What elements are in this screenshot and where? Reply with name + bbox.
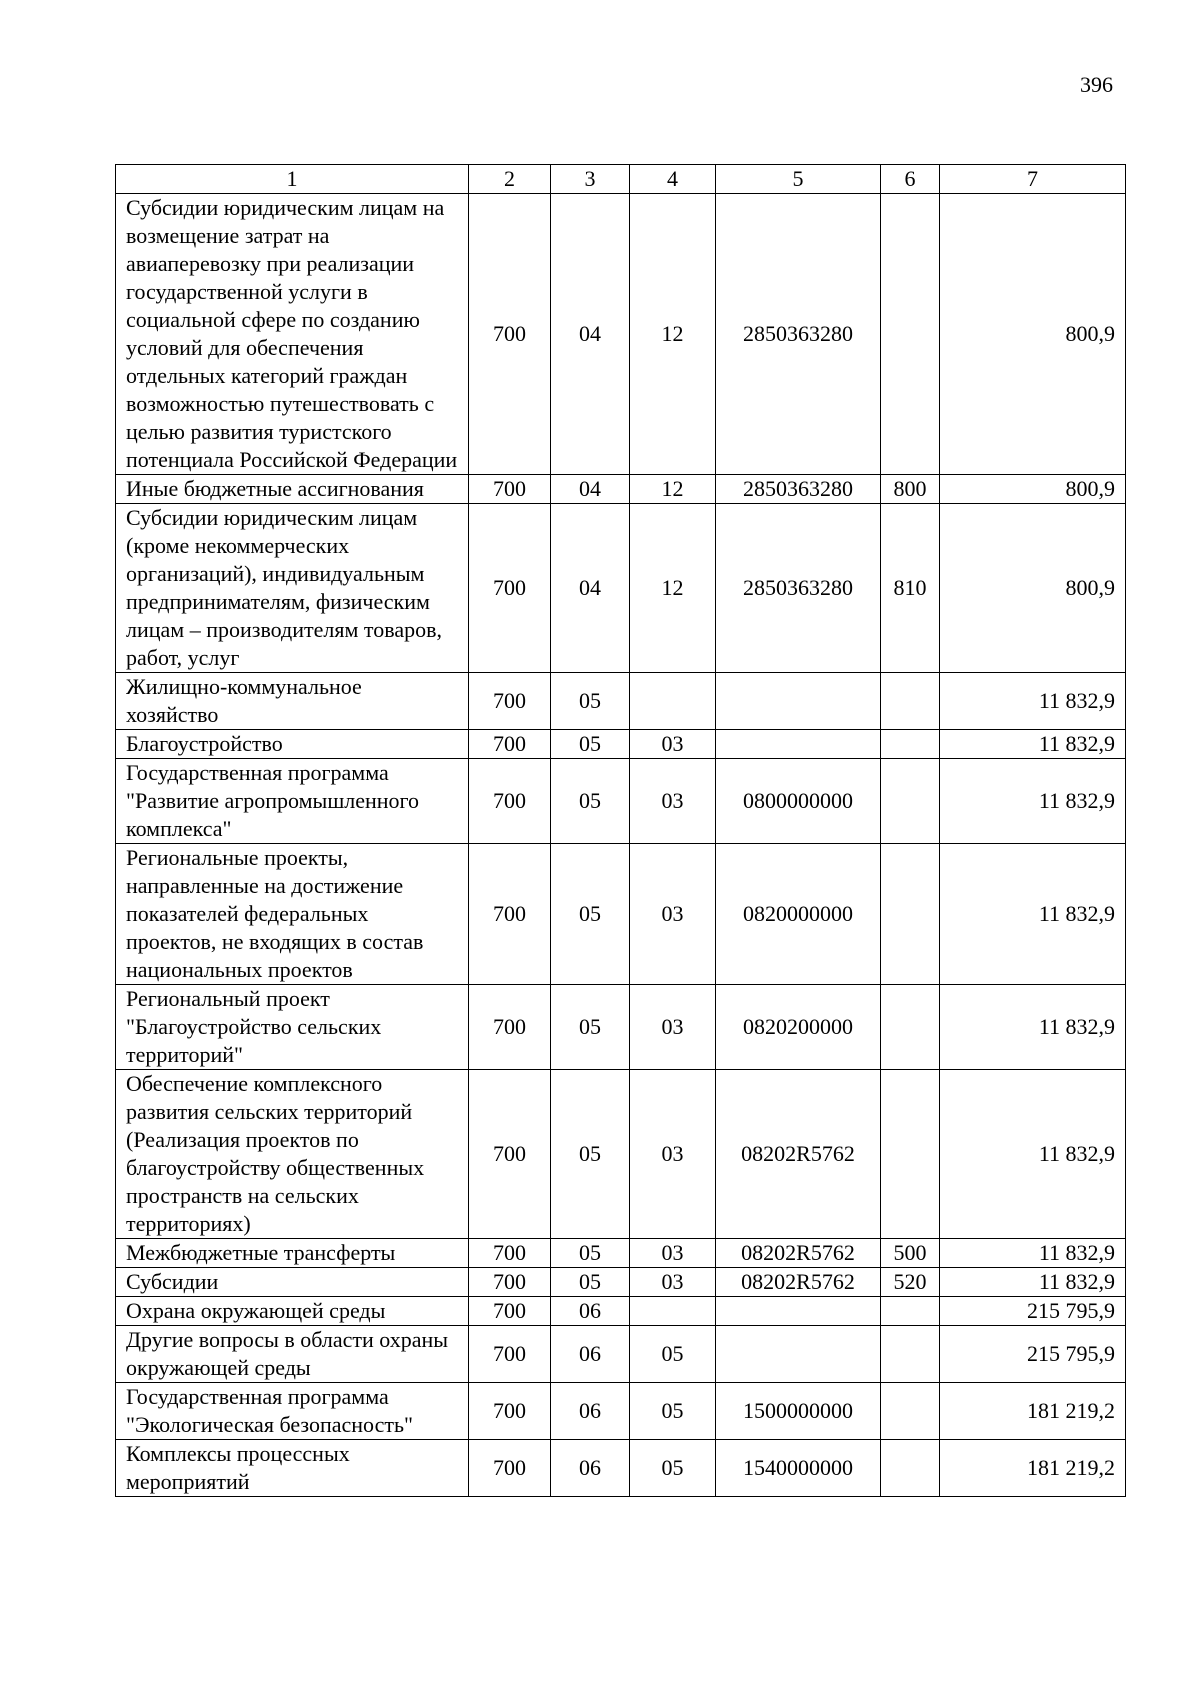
col4-cell: 12 — [630, 475, 716, 504]
header-row — [116, 165, 1126, 194]
table-row — [116, 1268, 1126, 1297]
amount-cell: 800,9 — [940, 504, 1126, 673]
table-body — [116, 194, 1126, 1497]
col2-cell: 700 — [469, 1070, 551, 1239]
row-name-cell: Другие вопросы в области охраны окружающей среды — [116, 1326, 469, 1383]
table-row — [116, 194, 1126, 475]
table-row — [116, 1440, 1126, 1497]
col6-cell — [881, 844, 940, 985]
col3-cell: 05 — [551, 985, 630, 1070]
row-name-cell: Государственная программа "Развитие агропромышленного комплекса" — [116, 759, 469, 844]
col3-cell: 05 — [551, 1268, 630, 1297]
col4-cell: 03 — [630, 844, 716, 985]
table-row — [116, 985, 1126, 1070]
table-row — [116, 1239, 1126, 1268]
row-name-cell: Государственная программа "Экологическая безопасность" — [116, 1383, 469, 1440]
col2-cell: 700 — [469, 844, 551, 985]
col5-cell: 2850363280 — [716, 194, 881, 475]
col4-cell: 03 — [630, 730, 716, 759]
col6-cell — [881, 1326, 940, 1383]
col5-cell: 08202R5762 — [716, 1239, 881, 1268]
table-row — [116, 1326, 1126, 1383]
header-cell: 5 — [716, 165, 881, 194]
col4-cell: 03 — [630, 759, 716, 844]
row-name-cell: Субсидии — [116, 1268, 469, 1297]
col6-cell: 520 — [881, 1268, 940, 1297]
table-row — [116, 1383, 1126, 1440]
col2-cell: 700 — [469, 673, 551, 730]
col4-cell — [630, 1297, 716, 1326]
col5-cell: 08202R5762 — [716, 1070, 881, 1239]
row-name-cell: Региональные проекты, направленные на достижение показателей федеральных проектов, не входящих в состав национальных проектов — [116, 844, 469, 985]
col5-cell: 0820000000 — [716, 844, 881, 985]
col3-cell: 06 — [551, 1383, 630, 1440]
col4-cell: 12 — [630, 194, 716, 475]
col5-cell: 1500000000 — [716, 1383, 881, 1440]
table-row — [116, 759, 1126, 844]
col4-cell: 03 — [630, 1268, 716, 1297]
col2-cell: 700 — [469, 1383, 551, 1440]
table-row — [116, 1070, 1126, 1239]
col2-cell: 700 — [469, 1440, 551, 1497]
col6-cell — [881, 730, 940, 759]
col2-cell: 700 — [469, 730, 551, 759]
amount-cell: 181 219,2 — [940, 1383, 1126, 1440]
col3-cell: 05 — [551, 1070, 630, 1239]
col3-cell: 06 — [551, 1440, 630, 1497]
col3-cell: 04 — [551, 475, 630, 504]
col2-cell: 700 — [469, 985, 551, 1070]
amount-cell: 11 832,9 — [940, 1070, 1126, 1239]
col3-cell: 04 — [551, 194, 630, 475]
col6-cell — [881, 1070, 940, 1239]
table-row — [116, 673, 1126, 730]
col5-cell: 08202R5762 — [716, 1268, 881, 1297]
col6-cell: 500 — [881, 1239, 940, 1268]
col2-cell: 700 — [469, 475, 551, 504]
amount-cell: 181 219,2 — [940, 1440, 1126, 1497]
col4-cell: 05 — [630, 1326, 716, 1383]
row-name-cell: Межбюджетные трансферты — [116, 1239, 469, 1268]
col4-cell: 03 — [630, 985, 716, 1070]
amount-cell: 11 832,9 — [940, 730, 1126, 759]
col2-cell: 700 — [469, 504, 551, 673]
col3-cell: 05 — [551, 673, 630, 730]
col6-cell — [881, 1440, 940, 1497]
col3-cell: 04 — [551, 504, 630, 673]
amount-cell: 11 832,9 — [940, 759, 1126, 844]
header-cell: 2 — [469, 165, 551, 194]
row-name-cell: Субсидии юридическим лицам на возмещение затрат на авиаперевозку при реализации государственной услуги в социальной сфере по созданию условий для обеспечения отдельных категорий граждан возможностью путешествовать с целью развития туристского потенциала Российской Федерации — [116, 194, 469, 475]
col3-cell: 05 — [551, 844, 630, 985]
table-row — [116, 475, 1126, 504]
row-name-cell: Комплексы процессных мероприятий — [116, 1440, 469, 1497]
amount-cell: 11 832,9 — [940, 1239, 1126, 1268]
col3-cell: 06 — [551, 1326, 630, 1383]
amount-cell: 11 832,9 — [940, 673, 1126, 730]
col4-cell: 05 — [630, 1440, 716, 1497]
header-cell: 6 — [881, 165, 940, 194]
header-cell: 4 — [630, 165, 716, 194]
col6-cell — [881, 673, 940, 730]
header-cell: 7 — [940, 165, 1126, 194]
col5-cell: 2850363280 — [716, 475, 881, 504]
budget-table — [115, 164, 1126, 1497]
col5-cell: 1540000000 — [716, 1440, 881, 1497]
row-name-cell: Благоустройство — [116, 730, 469, 759]
col4-cell: 03 — [630, 1070, 716, 1239]
col4-cell — [630, 673, 716, 730]
col2-cell: 700 — [469, 194, 551, 475]
table-row — [116, 730, 1126, 759]
col3-cell: 05 — [551, 730, 630, 759]
col4-cell: 03 — [630, 1239, 716, 1268]
table-row — [116, 844, 1126, 985]
col5-cell: 0800000000 — [716, 759, 881, 844]
row-name-cell: Региональный проект "Благоустройство сельских территорий" — [116, 985, 469, 1070]
amount-cell: 800,9 — [940, 475, 1126, 504]
amount-cell: 215 795,9 — [940, 1297, 1126, 1326]
col5-cell — [716, 1326, 881, 1383]
col3-cell: 05 — [551, 1239, 630, 1268]
header-cell: 1 — [116, 165, 469, 194]
col2-cell: 700 — [469, 1268, 551, 1297]
col3-cell: 06 — [551, 1297, 630, 1326]
amount-cell: 11 832,9 — [940, 1268, 1126, 1297]
col6-cell — [881, 1383, 940, 1440]
col3-cell: 05 — [551, 759, 630, 844]
amount-cell: 11 832,9 — [940, 844, 1126, 985]
row-name-cell: Жилищно-коммунальное хозяйство — [116, 673, 469, 730]
col5-cell — [716, 730, 881, 759]
col5-cell: 2850363280 — [716, 504, 881, 673]
header-cell: 3 — [551, 165, 630, 194]
row-name-cell: Иные бюджетные ассигнования — [116, 475, 469, 504]
amount-cell: 215 795,9 — [940, 1326, 1126, 1383]
col6-cell — [881, 194, 940, 475]
col6-cell: 800 — [881, 475, 940, 504]
col5-cell — [716, 1297, 881, 1326]
row-name-cell: Субсидии юридическим лицам (кроме некоммерческих организаций), индивидуальным предпринимателям, физическим лицам – производителям товаров, работ, услуг — [116, 504, 469, 673]
col2-cell: 700 — [469, 1239, 551, 1268]
col2-cell: 700 — [469, 1297, 551, 1326]
amount-cell: 800,9 — [940, 194, 1126, 475]
amount-cell: 11 832,9 — [940, 985, 1126, 1070]
col6-cell — [881, 1297, 940, 1326]
col6-cell — [881, 759, 940, 844]
row-name-cell: Обеспечение комплексного развития сельских территорий (Реализация проектов по благоустройству общественных пространств на сельских территориях) — [116, 1070, 469, 1239]
col6-cell: 810 — [881, 504, 940, 673]
row-name-cell: Охрана окружающей среды — [116, 1297, 469, 1326]
col5-cell: 0820200000 — [716, 985, 881, 1070]
col4-cell: 05 — [630, 1383, 716, 1440]
col2-cell: 700 — [469, 1326, 551, 1383]
col6-cell — [881, 985, 940, 1070]
col4-cell: 12 — [630, 504, 716, 673]
table-row — [116, 504, 1126, 673]
page-number: 396 — [1080, 72, 1113, 97]
col5-cell — [716, 673, 881, 730]
col2-cell: 700 — [469, 759, 551, 844]
table-row — [116, 1297, 1126, 1326]
